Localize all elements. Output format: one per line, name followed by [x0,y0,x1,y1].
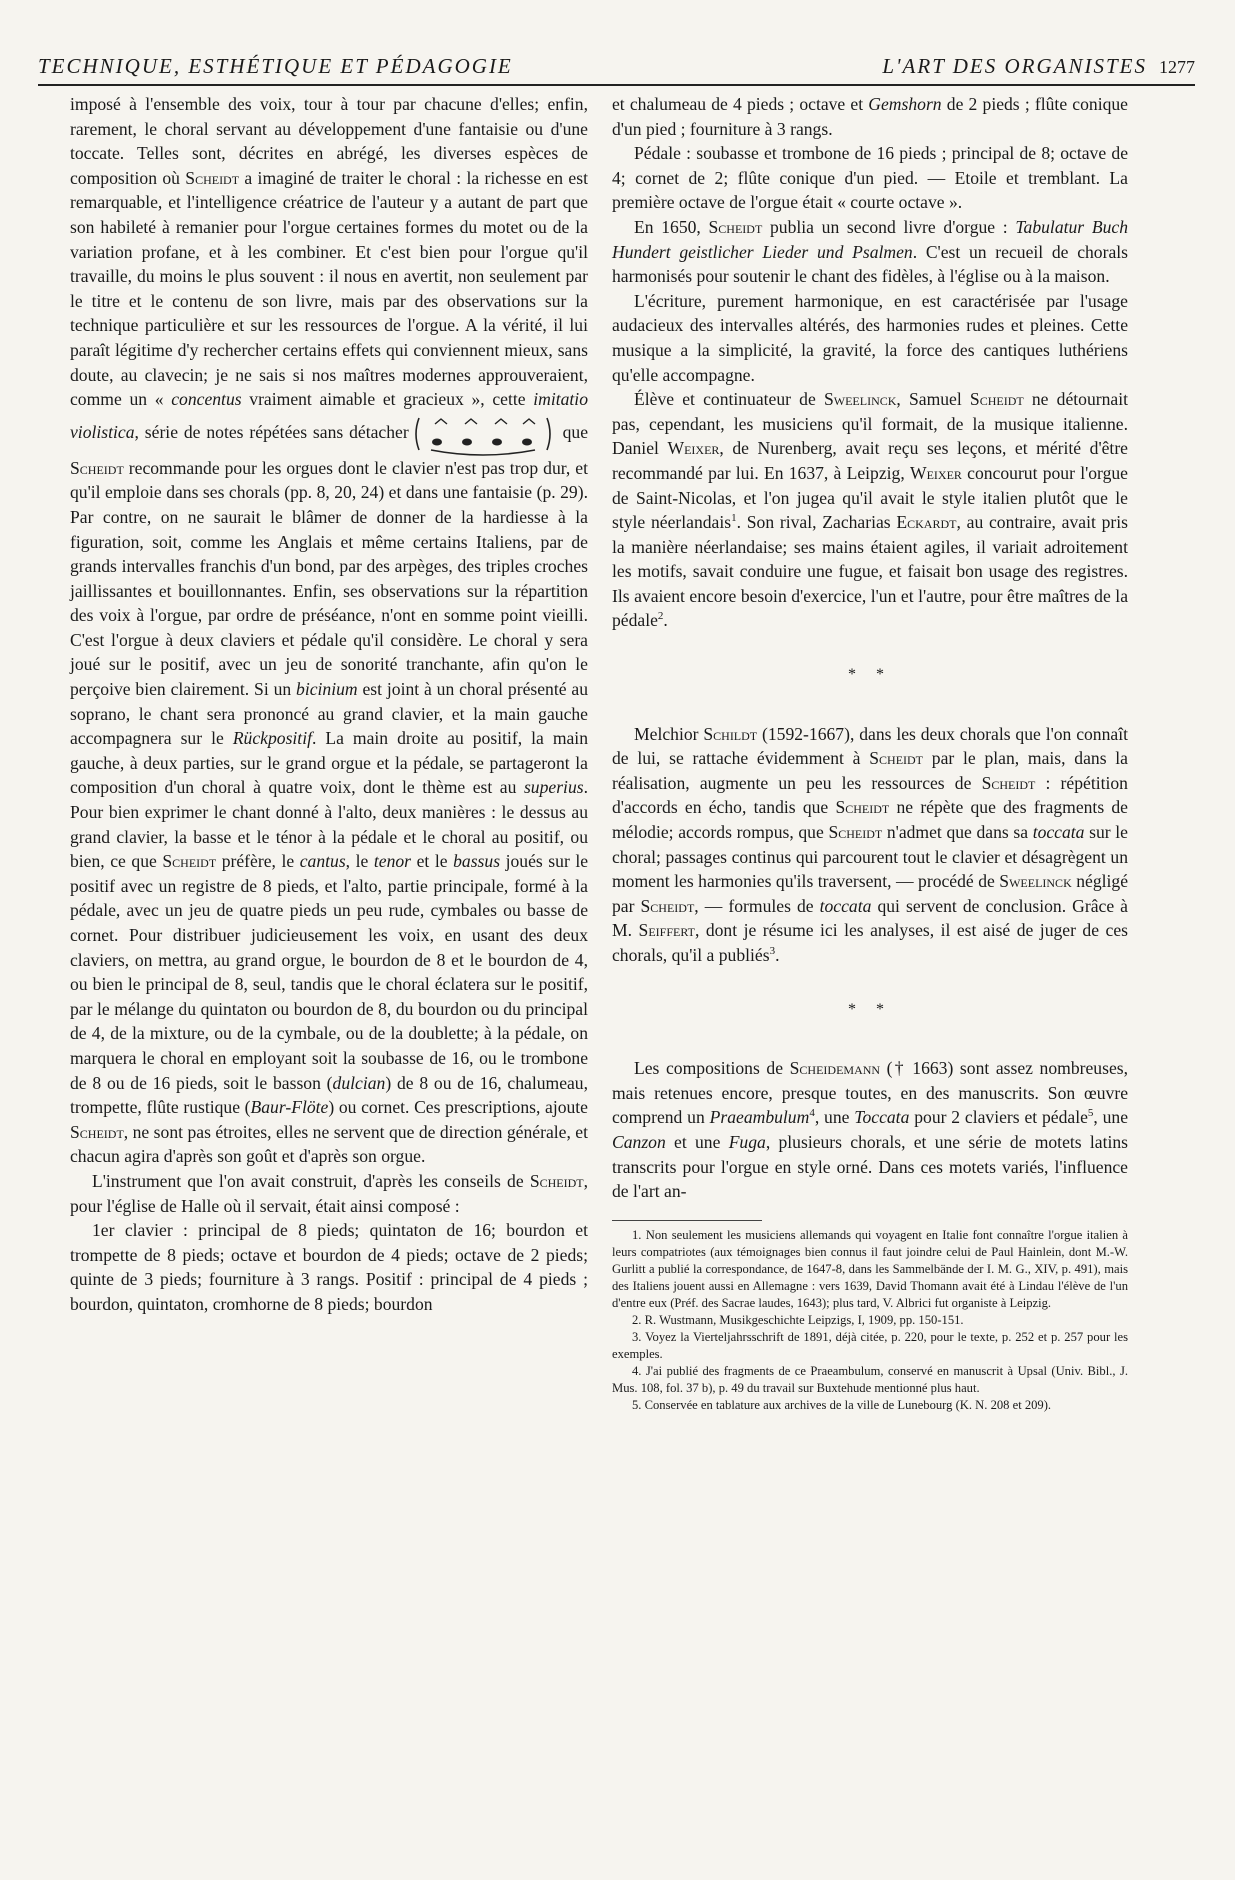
header-right-title [882,54,1195,79]
paragraph-positive-stops: et chalumeau de 4 pieds ; octave et Gemshorn de 2 pieds ; flûte conique d'un pied ; fourniture à 3 rangs. [612,94,1128,139]
paragraph-halle-organ: L'instrument que l'on avait construit, d'après les conseils de Scheidt, pour l'église de Halle où il servait, était ainsi composé : [70,1170,588,1216]
footnotes [612,1227,1128,1414]
paragraph-scheidemann: Les compositions de Scheidemann († 1663) sont assez nombreuses, mais retenues encore, presque toutes, en des manuscrits. Son œuvre comprend un Praeambulum$^4$, une Toccata pour 2 claviers et pédale$^5$, une Canzon et une Fuga, plusieurs chorals, et une série de motets latins transcrits pour l'orgue en style orné. Dans ces motets variés, l'influence de l'art an- [612,1058,1129,1202]
paragraph-sweelinck: Élève et continuateur de Sweelinck, Samuel Scheidt ne détournait pas, cependant, les musiciens qu'il formait, de la musique italienne. Daniel Weixer, de Nurenberg, avait reçu ses leçons, et mérité d'être recommandé par lui. En 1637, à Leipzig, Weixer concourut pour l'orgue de Saint-Nicolas, et l'on jugea qu'il avait le style italien plutôt que le style néerlandais$^1$. Son rival, Zacharias Eckardt, au contraire, avait pris la manière néerlandaise; ses mains étaient agiles, il variait adroitement les motifs, savait conduire une fugue, et faisait bon usage des registres. Ils avaient encore besoin d'exercice, l'un et l'autre, pour être maîtres de la pédale$^2$. [612,389,1128,631]
footnote-3: 3. Voyez la Vierteljahrsschrift de 1891, déjà citée, p. 220, pour le texte, p. 252 et p. 257 pour les exemples. [612,1329,1128,1361]
header-left-title: TECHNIQUE, ESTHÉTIQUE ET PÉDAGOGIE [38,54,513,78]
music-notation-icon [413,412,553,456]
footnote-1: 1. Non seulement les musiciens allemands qui voyagent en Italie font connaître l'orgue italien à leurs compatriotes (aux témoignages bien connus il faut joindre celui de Paul Hainlein, dont M.-W. Gurlitt a publié la correspondance, de 1647-8, dans les Sammelbände der I. M. G., XIV, p. 491), mais des Italiens jouent aussi en Allemagne : vers 1639, David Thomann avait été à Lindau l'élève de l'un d'entre eux (Préf. des Sacrae laudes, 1643); plus tard, V. Albrici fut organiste à Leipzig. [612,1227,1128,1310]
paragraph-choral-forms: imposé à l'ensemble des voix, tour à tour par chacune d'elles; enfin, rarement, le choral servant au développement d'une fantaisie ou d'une toccate. Telles sont, décrites en abrégé, les diverses espèces de composition où Scheidt a imaginé de traiter le choral : la richesse en est remarquable, et l'intelligence créatrice de l'auteur y a autant de part que son habileté à remanier pour l'orgue certaines formes du motet ou de la variation profane, et à les combiner. Et c'est bien pour l'orgue qu'il travaille, du moins le plus souvent : il nous en avertit, non seulement par le titre et le contenu de son livre, mais par des observations sur la technique particulière et sur les ressources de l'orgue. A la vérité, il lui paraît légitime d'y rechercher certains effets qui conviennent mieux, sans doute, au clavecin; je ne sais si nos maîtres modernes approuveraient, comme un « concentus vraiment aimable et gracieux », cette imitatio violistica, série de notes répétées sans détacher que Scheidt recommande pour les orgues dont le clavier n'est pas trop dur, et qu'il emploie dans ses chorals (pp. 8, 20, 24) et dans une fantaisie (p. 29). Par contre, on ne saurait le blâmer de donner de la hardiesse à la figuration, soit, comme les Anglais et même certains Italiens, par de grands intervalles franchis d'un bond, par des arpèges, des triples croches jaillissantes et bouillonnantes. Enfin, ses observations sur la répartition des voix à l'orgue, par ordre de préséance, n'ont en somme point vieilli. C'est l'orgue à deux claviers et pédale qu'il considère. Le choral y sera joué sur le positif, avec un jeu de sonorité tranchante, afin qu'on le perçoive bien clairement. Si un bicinium est joint à un choral présenté au soprano, le chant sera prononcé au grand clavier, et la main gauche accompagnera sur le Rückpositif. La main droite au positif, la main gauche, à deux parties, sur le grand orgue et la pédale, se partageront la composition d'un choral à quatre voix, dont le thème est au superius. Pour bien exprimer le chant donné à l'alto, deux manières : le dessus au grand clavier, la basse et le ténor à la pédale et le choral au positif, ou bien, ce que Scheidt préfère, le cantus, le tenor et le bassus joués sur le positif avec un registre de 8 pieds, et l'alto, partie principale, formé à la pédale, avec un jeu de quatre pieds un peu rude, cymbales ou basse de cornet. Pour distribuer judicieusement les voix, en usant des deux claviers, on mettra, au grand orgue, le bourdon de 8 et le bourdon de 4, ou bien le principal de 8, seul, tandis que le choral éclatera sur le positif, par le mélange du quintaton ou bourdon de 8, du bourdon ou du principal de 4, de la mixture, ou de la cymbale, ou de la doublette; à la pédale, on marquera le choral en employant soit la soubasse de 16, ou le trombone de 8 ou de 16 pieds, soit le basson (dulcian) de 8 ou de 16, chalumeau, trompette, flûte rustique (Baur-Flöte) ou cornet. Ces prescriptions, ajoute Scheidt, ne sont pas étroites, elles ne servent que de direction générale, et chacun agira d'après son goût et d'après son orgue. [70,94,589,1167]
paragraph-organ-stops: 1er clavier : principal de 8 pieds; quintaton de 16; bourdon et trompette de 8 pieds; octave et bourdon de 4 pieds; octave de 2 pieds; quinte de 3 pieds; fourniture à 3 rangs. Positif : principal de 4 pieds ; bourdon, quintaton, cromhorne de 8 pieds; bourdon [70,1220,588,1314]
left-column [70,92,588,1317]
right-column [612,92,1128,1414]
header-right-text: L'ART DES ORGANISTES [882,54,1147,78]
paragraph-ecriture: L'écriture, purement harmonique, en est caractérisée par l'usage audacieux des intervalles altérés, des harmonies rudes et pleines. Cette musique a la simplicité, la gravité, la force des cantiques luthériens qu'elle accompagne. [612,290,1128,385]
running-header [38,52,1195,86]
paragraph-pedal-stops: Pédale : soubasse et trombone de 16 pieds ; principal de 8; octave de 4; cornet de 2; flûte conique d'un pied. — Etoile et tremblant. La première octave de l'orgue était « courte octave ». [612,143,1128,213]
section-separator: * * [848,666,892,684]
section-separator-2: * * [848,1000,892,1018]
page-number: 1277 [1159,57,1195,77]
footnote-5: 5. Conservée en tablature aux archives de la ville de Lunebourg (K. N. 208 et 209). [632,1397,1052,1412]
footnote-2: 2. R. Wustmann, Musikgeschichte Leipzigs, I, 1909, pp. 150-151. [632,1312,964,1327]
footnote-4: 4. J'ai publié des fragments de ce Praeambulum, conservé en manuscrit à Upsal (Univ. Bibl., J. Mus. 108, fol. 37 b), p. 49 du travail sur Buxtehude mentionné plus haut. [612,1363,1128,1395]
paragraph-schildt: Melchior Schildt (1592-1667), dans les deux chorals que l'on connaît de lui, se rattache évidemment à Scheidt par le plan, mais, dans la réalisation, augmente un peu les ressources de Scheidt : répétition d'accords en écho, tandis que Scheidt ne répète que des fragments de mélodie; accords rompus, que Scheidt n'admet que dans sa toccata sur le choral; passages continus qui parcourent tout le clavier et désagrègent un moment les harmonies qu'ils traversent, — procédé de Sweelinck négligé par Scheidt, — formules de toccata qui servent de conclusion. Grâce à M. Seiffert, dont je résume ici les analyses, il est aisé de juger de ces chorals, qu'il a publiés$^3$. [612,723,1129,965]
paragraph-tabulatur: En 1650, Scheidt publia un second livre d'orgue : Tabulatur Buch Hundert geistlicher Lieder und Psalmen. C'est un recueil de chorals harmonisés pour soutenir le chant des fidèles, à l'église ou à la maison. [612,216,1129,287]
footnote-rule [612,1220,762,1221]
